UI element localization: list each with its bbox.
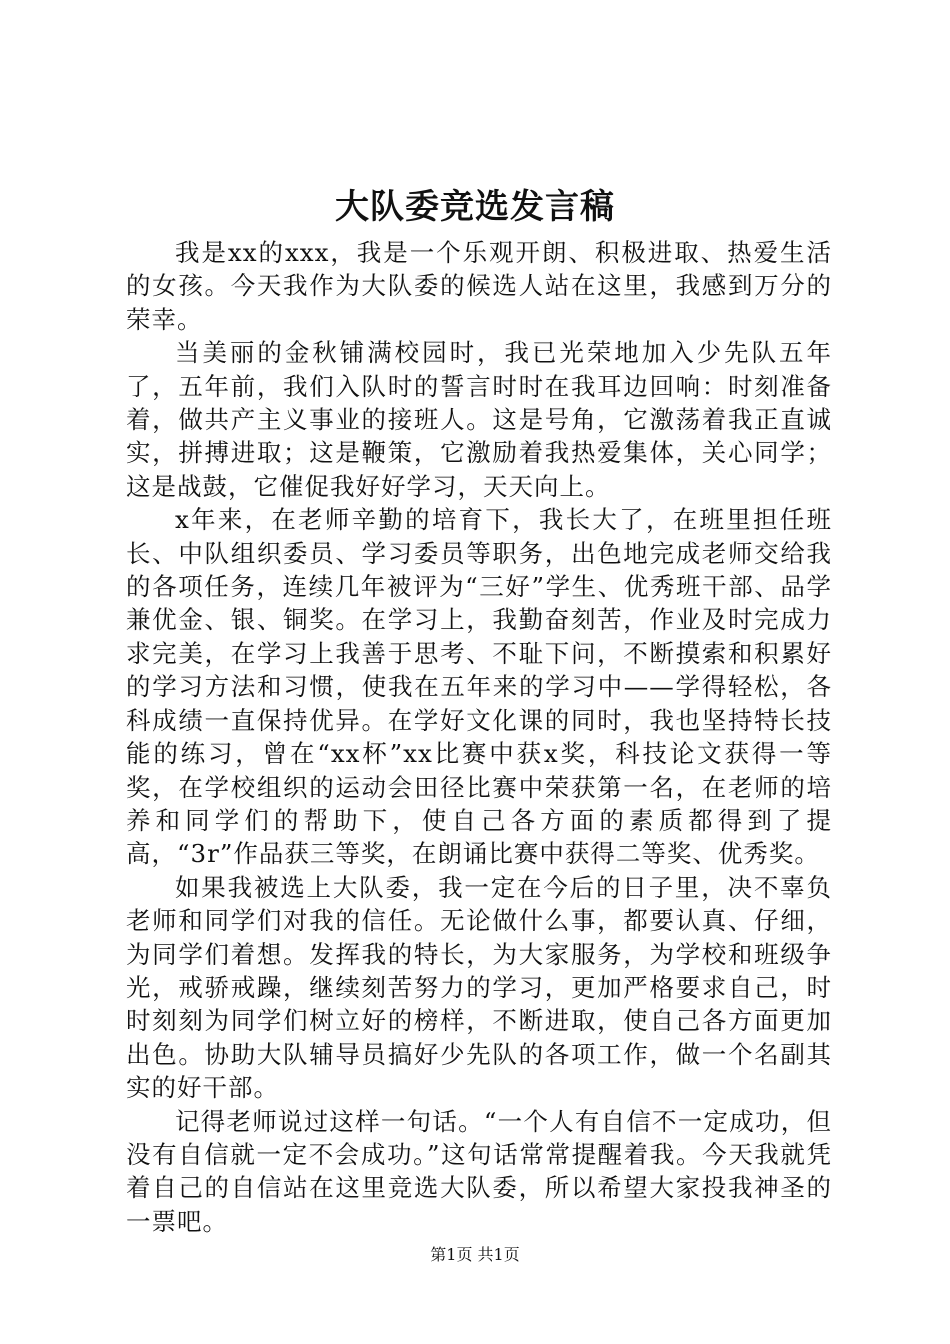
paragraph-2: 当美丽的金秋铺满校园时，我已光荣地加入少先队五年了，五年前，我们入队时的誓言时时在我耳边回响：时刻准备着，做共产主义事业的接班人。这是号角，它激荡着我正直诚实，拼搏进取；这是鞭策，它激励着我热爱集体，关心同学；这是战鼓，它催促我好好学习，天天向上。 bbox=[126, 338, 832, 501]
page-footer: 第1页 共1页 bbox=[430, 1245, 520, 1264]
document-body bbox=[126, 236, 832, 1238]
paragraph-5: 记得老师说过这样一句话。“一个人有自信不一定成功，但没有自信就一定不会成功。”这句话常常提醒着我。今天我就凭着自己的自信站在这里竞选大队委，所以希望大家投我神圣的一票吧。 bbox=[126, 1106, 832, 1236]
paragraph-4: 如果我被选上大队委，我一定在今后的日子里，决不辜负老师和同学们对我的信任。无论做什么事，都要认真、仔细，为同学们着想。发挥我的特长，为大家服务，为学校和班级争光，戒骄戒躁，继续刻苦努力的学习，更加严格要求自己，时时刻刻为同学们树立好的榜样，不断进取，使自己各方面更加出色。协助大队辅导员搞好少先队的各项工作，做一个名副其实的好干部。 bbox=[126, 872, 832, 1103]
paragraph-1: 我是xx的xxx，我是一个乐观开朗、积极进取、热爱生活的女孩。今天我作为大队委的候选人站在这里，我感到万分的荣幸。 bbox=[126, 238, 832, 334]
paragraph-3: x年来，在老师辛勤的培育下，我长大了，在班里担任班长、中队组织委员、学习委员等职务，出色地完成老师交给我的各项任务，连续几年被评为“三好”学生、优秀班干部、品学兼优金、银、铜奖。在学习上，我勤奋刻苦，作业及时完成力求完美，在学习上我善于思考、不耻下问，不断摸索和积累好的学习方法和习惯，使我在五年来的学习中——学得轻松，各科成绩一直保持优异。在学好文化课的同时，我也坚持特长技能的练习，曾在“xx杯”xx比赛中获x奖，科技论文获得一等奖，在学校组织的运动会田径比赛中荣获第一名，在老师的培养和同学们的帮助下，使自己各方面的素质都得到了提高，“3r”作品获三等奖，在朗诵比赛中获得二等奖、优秀奖。 bbox=[126, 505, 832, 869]
document-title: 大队委竞选发言稿 bbox=[335, 187, 615, 227]
